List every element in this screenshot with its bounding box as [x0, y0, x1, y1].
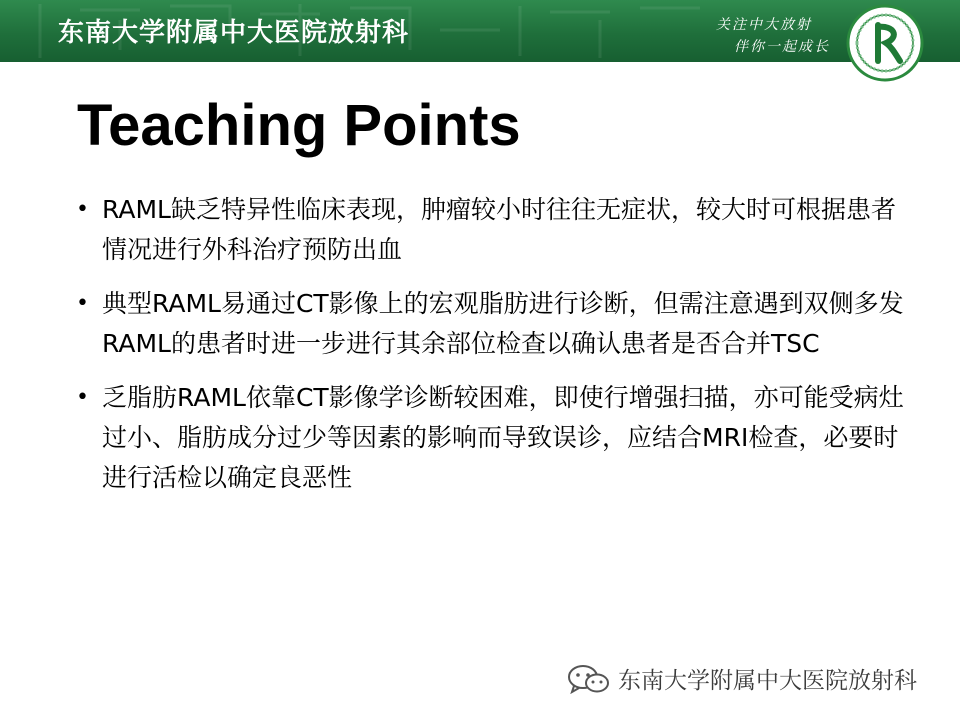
bullet-item	[74, 284, 904, 364]
slogan-line-2: 伴你一起成长	[734, 39, 830, 55]
bullet-text: 乏脂肪RAML依靠CT影像学诊断较困难，即使行增强扫描，亦可能受病灶过小、脂肪成分过少等因素的影响而导致误诊，应结合MRI检查，必要时进行活检以确定良恶性	[102, 383, 904, 492]
bullet-item	[74, 378, 904, 498]
banner-title: 东南大学附属中大医院放射科	[58, 18, 410, 48]
bullet-marker: •	[76, 291, 89, 316]
bullet-marker: •	[76, 197, 89, 222]
header-banner	[0, 0, 960, 62]
footer-text: 东南大学附属中大医院放射科	[618, 668, 917, 694]
slogan-line-1: 关注中大放射	[716, 17, 812, 33]
bullet-text: 典型RAML易通过CT影像上的宏观脂肪进行诊断，但需注意遇到双侧多发RAML的患者时进一步进行其余部位检查以确认患者是否合并TSC	[102, 289, 904, 358]
hospital-seal-logo-icon	[842, 3, 928, 89]
bullet-text: RAML缺乏特异性临床表现，肿瘤较小时往往无症状，较大时可根据患者情况进行外科治疗预防出血	[102, 195, 896, 264]
bullet-list	[74, 190, 904, 512]
wechat-icon	[566, 664, 612, 694]
bullet-item	[74, 190, 904, 270]
bullet-marker: •	[76, 385, 89, 410]
slide-title: Teaching Points	[77, 93, 521, 158]
